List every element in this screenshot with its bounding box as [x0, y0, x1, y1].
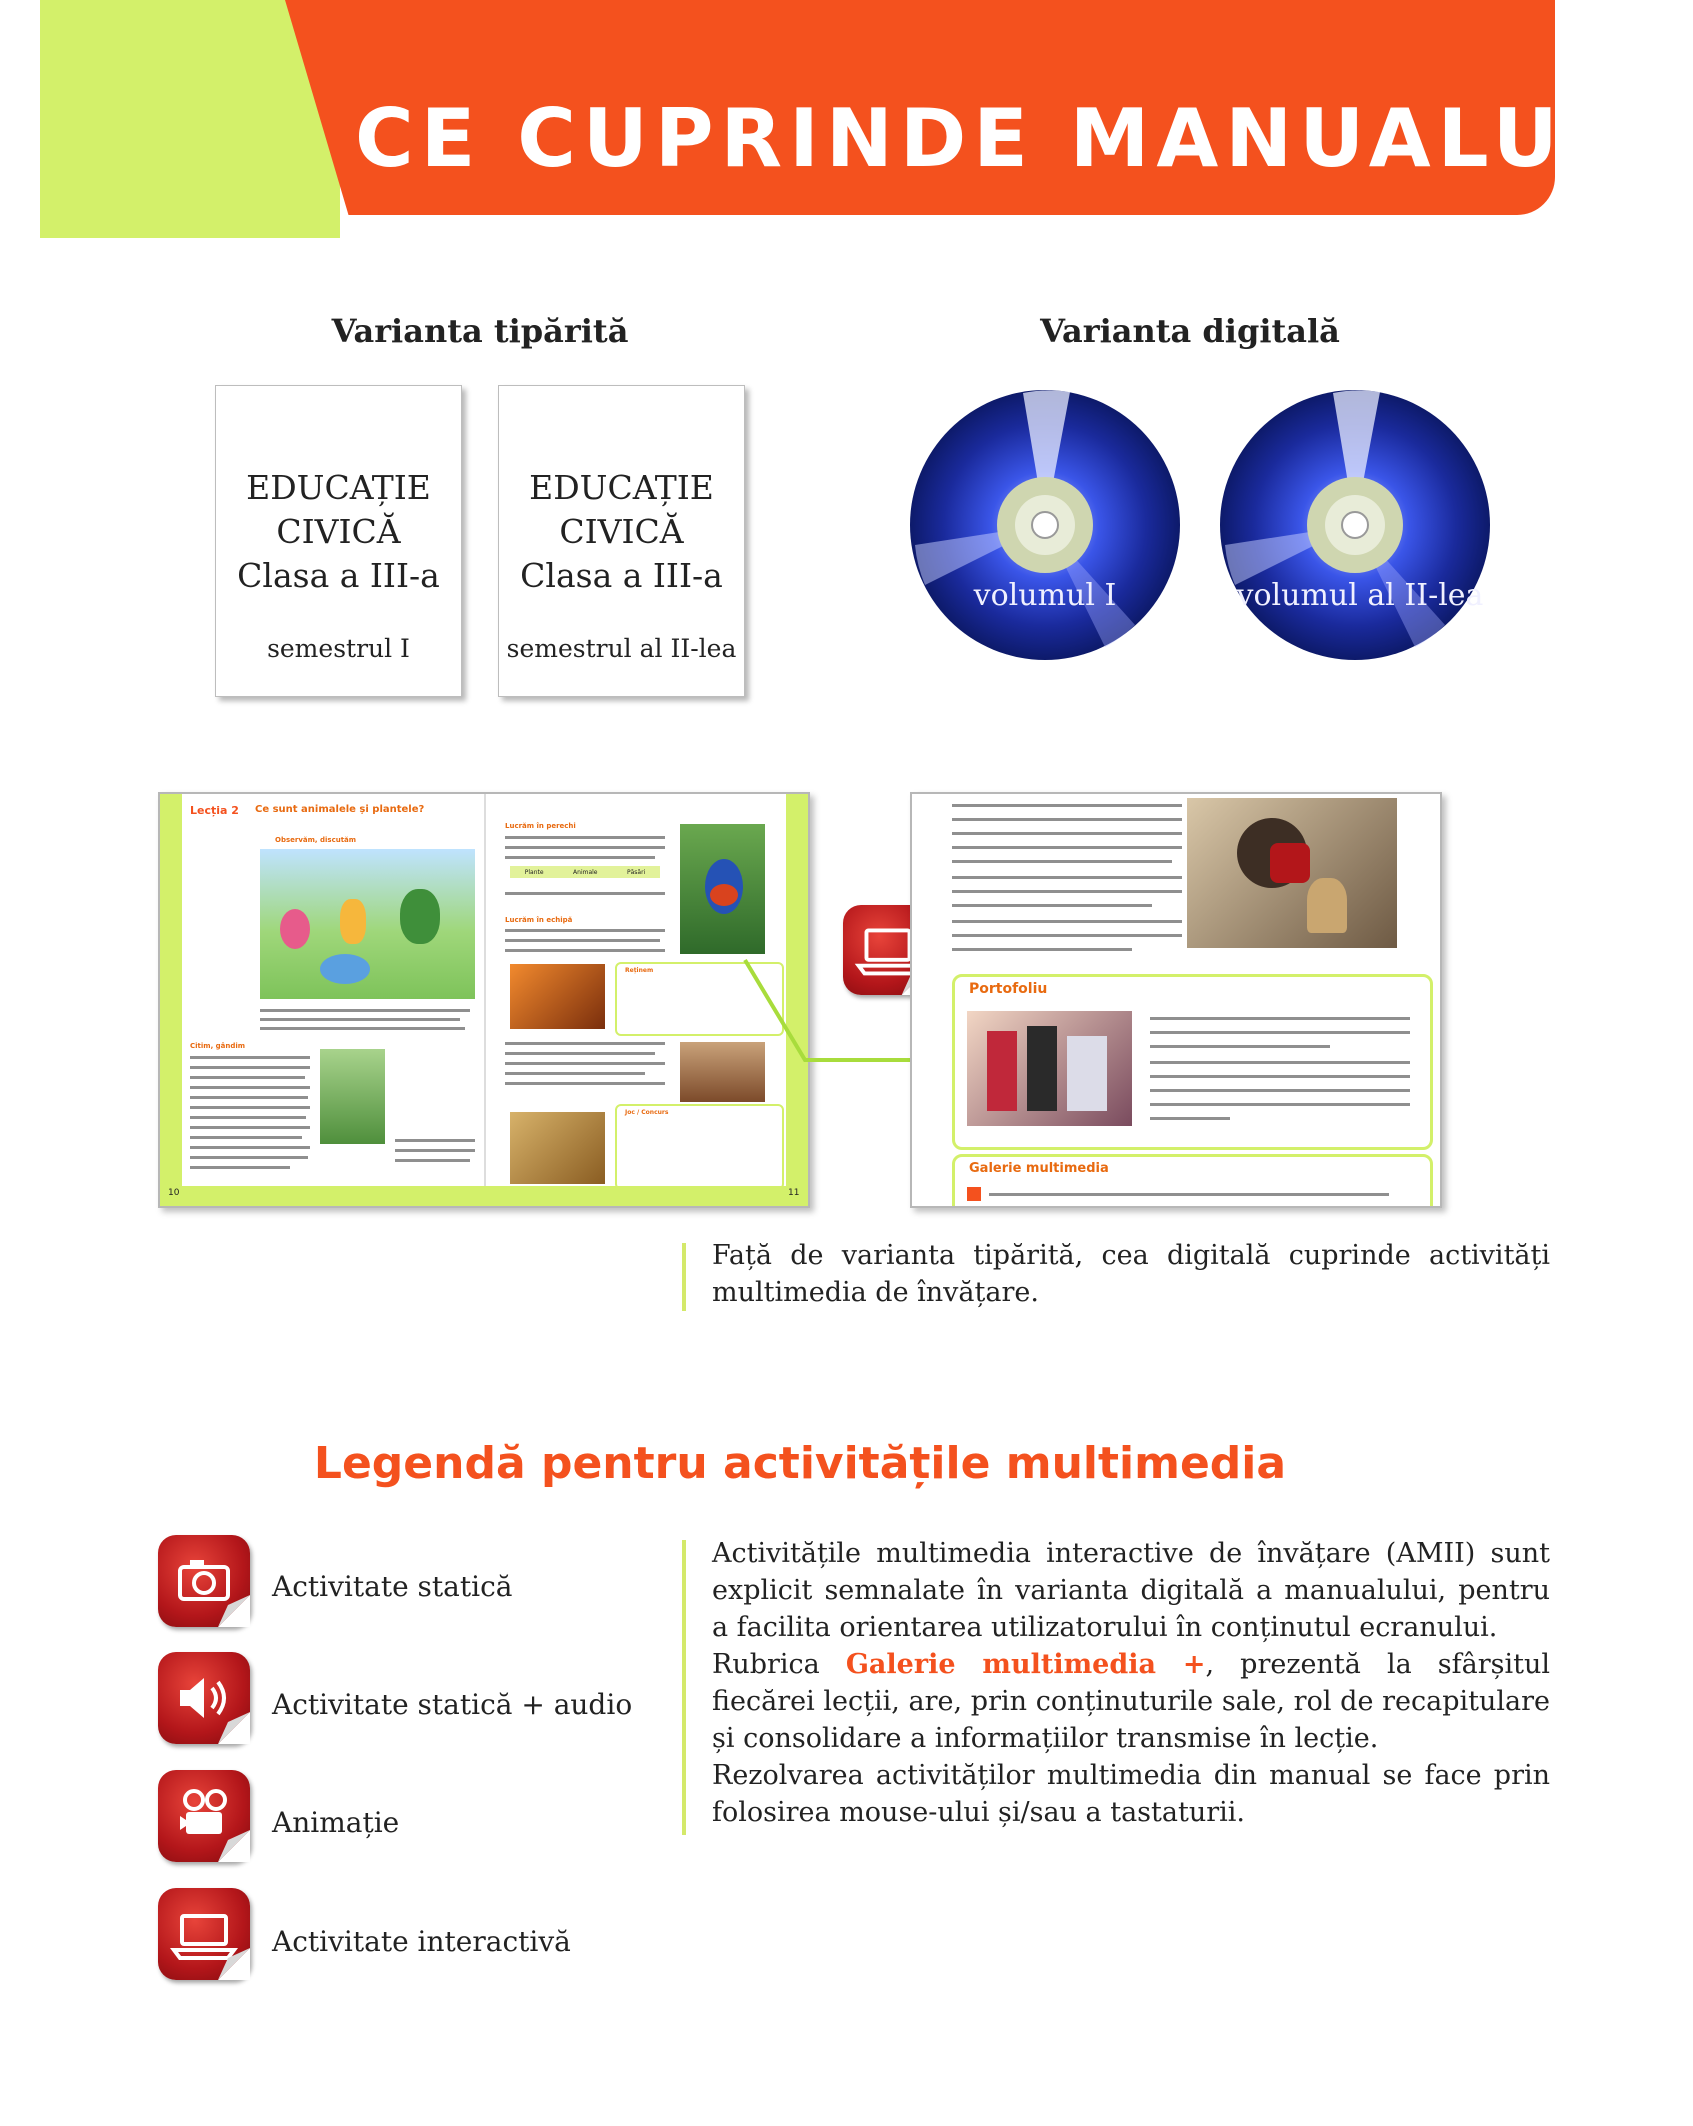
section-heading: Observăm, discutăm — [275, 836, 357, 844]
legend-label: Activitate statică + audio — [272, 1688, 633, 1721]
classification-table: Plante Animale Păsări — [510, 866, 660, 878]
book-semester-label: semestrul al II-lea — [506, 634, 737, 663]
disc-volume-2 — [1215, 385, 1505, 675]
book-semester-1 — [215, 385, 462, 697]
legend-paragraph: Rubrica Galerie multimedia +, prezentă la sfârșitul fiecărei lecții, are, prin conținuturile sale, rol de recapitulare și consolidare a informațiilor transmise în lecție. — [712, 1649, 1550, 1754]
printed-spread-preview — [158, 792, 810, 1208]
speaker-icon — [158, 1652, 250, 1744]
lesson-heading: Ce sunt animalele și plantele? — [255, 804, 425, 815]
galerie-multimedia-highlight: Galerie multimedia + — [845, 1649, 1206, 1680]
book-semester-2 — [498, 385, 745, 697]
book-title: EDUCAȚIE CIVICĂ Clasa a III-a — [237, 468, 440, 595]
page-margin-strip — [160, 794, 182, 1206]
illustration-park — [260, 849, 475, 999]
digital-caption: Față de varianta tipărită, cea digitală cuprinde activități multimedia de învățare. — [712, 1240, 1550, 1308]
legend-explanation — [712, 1535, 1550, 1831]
concurs-box: Joc / Concurs — [615, 1104, 784, 1190]
disc-volume-1 — [905, 385, 1195, 675]
section-heading: Lucrăm în echipă — [505, 916, 573, 924]
film-camera-icon — [158, 1770, 250, 1862]
laptop-icon — [158, 1888, 250, 1980]
photo-bird — [680, 824, 765, 954]
portofoliu-box: Portofoliu — [952, 974, 1433, 1150]
photo-autumn — [510, 964, 605, 1029]
disc-label: volumul I — [973, 578, 1117, 613]
legend-label: Activitate interactivă — [272, 1925, 571, 1958]
legend-title: Legendă pentru activitățile multimedia — [313, 1438, 1287, 1489]
section-heading: Citim, gândim — [190, 1042, 246, 1050]
spread-fold — [484, 794, 486, 1206]
legend-label: Activitate statică — [272, 1570, 513, 1603]
photo-potter — [1187, 798, 1397, 948]
camera-icon — [158, 1535, 250, 1627]
photo-lions — [510, 1112, 605, 1184]
disc-label: volumul al II-lea — [1236, 578, 1484, 613]
galerie-multimedia-box: Galerie multimedia — [952, 1154, 1433, 1208]
header-green-band — [40, 0, 340, 238]
section-heading: Lucrăm în perechi — [505, 822, 576, 830]
legend-paragraph: Activitățile multimedia interactive de învățare (AMII) sunt explicit semnalate în varianta digitală a manualului, pentru a facilita orientarea utilizatorului în conținutul ecranului. — [712, 1538, 1550, 1643]
digital-version-title: Varianta digitală — [1040, 312, 1340, 350]
illustration-forest — [320, 1049, 385, 1144]
digital-page-preview — [910, 792, 1442, 1208]
lesson-label: Lecția 2 — [190, 804, 239, 817]
page-number: 11 — [788, 1188, 800, 1198]
legend-paragraph: Rezolvarea activităților multimedia din manual se face prin folosirea mouse-ului și/sau a tastaturii. — [712, 1760, 1550, 1828]
book-title: EDUCAȚIE CIVICĂ Clasa a III-a — [520, 468, 723, 595]
printed-version-title: Varianta tipărită — [331, 312, 629, 350]
photo-shop — [967, 1011, 1132, 1126]
page-footer-strip — [160, 1186, 808, 1206]
legend-accent-bar — [682, 1540, 686, 1835]
caption-accent-bar — [682, 1243, 686, 1311]
retinem-box: Reținem — [615, 962, 784, 1036]
page-number: 10 — [168, 1188, 180, 1198]
book-semester-label: semestrul I — [267, 634, 410, 663]
page-title: CE CUPRINDE MANUALUL? — [355, 92, 1677, 185]
legend-label: Animație — [272, 1806, 400, 1839]
